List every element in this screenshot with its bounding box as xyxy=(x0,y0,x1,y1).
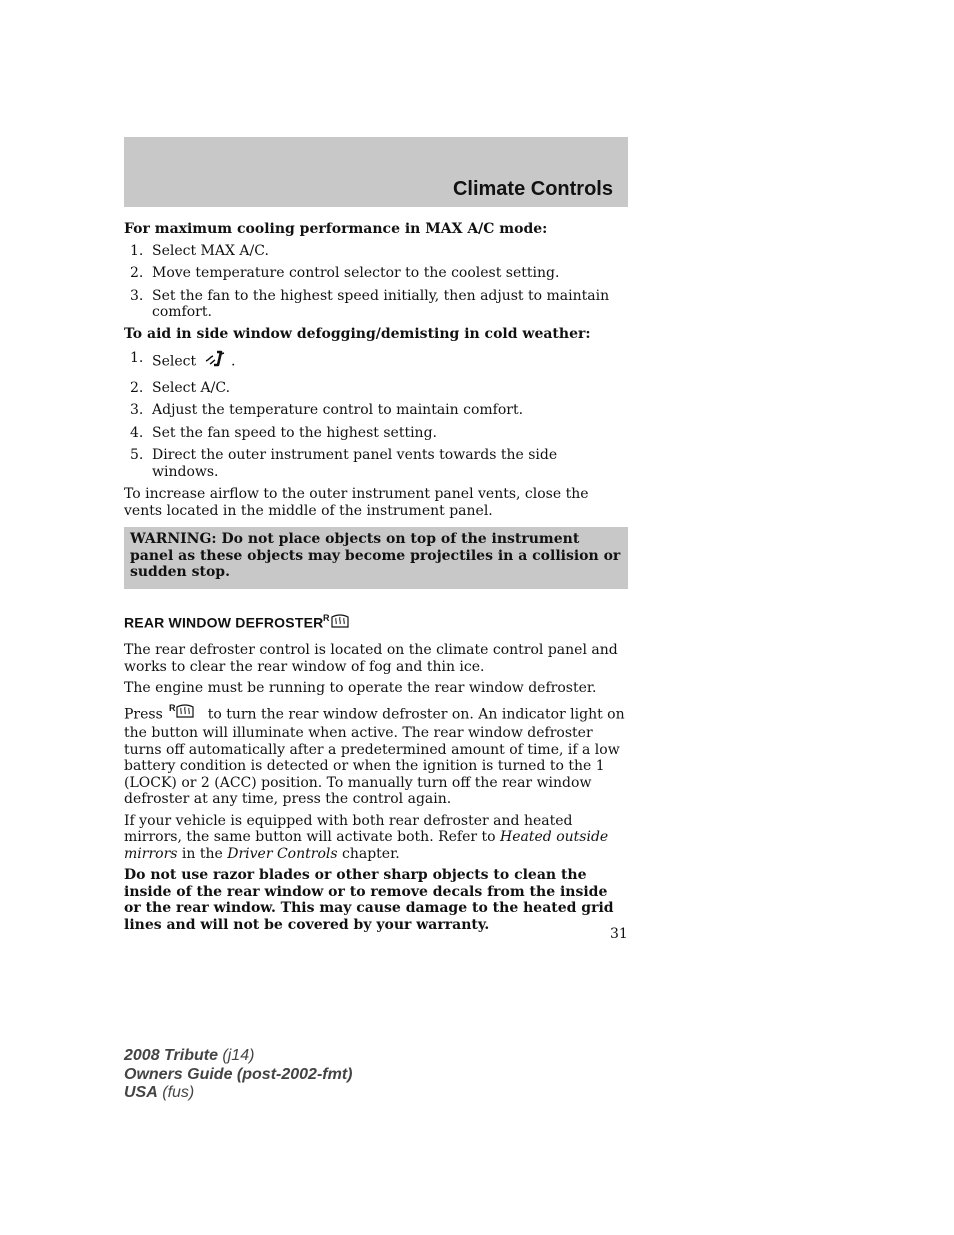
section-title: Climate Controls xyxy=(452,178,613,200)
list-item: 3. Set the fan to the highest speed initially, then adjust to maintain comfort. xyxy=(130,287,610,320)
rear-defroster-p2: The engine must be running to operate the rear window defroster. xyxy=(124,680,597,696)
footer-line-3: USA (fus) xyxy=(124,1084,195,1101)
list-item: 2. Select A/C. xyxy=(130,379,231,396)
list-item: 1. Select . xyxy=(124,350,628,373)
rear-defroster-caution: Do not use razor blades or other sharp objects to clean the inside of the rear window or to remove decals from the inside or the rear window. This may cause damage to the heated grid lines and will not be covered by your warranty. xyxy=(124,867,614,933)
svg-text:R: R xyxy=(169,702,176,713)
footer-line-1: 2008 Tribute (j14) xyxy=(124,1047,255,1064)
defog-note: To increase airflow to the outer instrument panel vents, close the vents located in the middle of the instrument panel. xyxy=(124,486,589,519)
max-ac-heading: For maximum cooling performance in MAX A/C mode: xyxy=(124,221,548,237)
footer-line-2: Owners Guide (post-2002-fmt) xyxy=(124,1065,353,1083)
svg-text:R: R xyxy=(323,612,331,623)
list-item: 2. Move temperature control selector to the coolest setting. xyxy=(130,265,560,281)
max-ac-steps xyxy=(124,243,628,321)
warning-box xyxy=(124,527,628,589)
list-item: 5. Direct the outer instrument panel vents towards the side windows. xyxy=(130,447,558,480)
defog-steps xyxy=(124,350,628,480)
rear-defrost-icon xyxy=(167,703,203,726)
rear-defroster-p3: Press R to turn the rear window defroster on. An indicator light on the button will illuminate when active. The rear window defroster turns off automatically after a predetermined amount of time, if a low battery condition is detected or when the ignition is turned to the 1 (LOCK) or 2 (ACC) position. To manually turn off the rear window defroster at any time, press the control again. xyxy=(124,702,625,807)
list-item: 1. Select MAX A/C. xyxy=(130,242,269,259)
page-number: 31 xyxy=(610,926,628,942)
rear-defroster-p4: If your vehicle is equipped with both rear defroster and heated mirrors, the same button will activate both. Refer to Heated outside mirrors in the Driver Controls chapter. xyxy=(124,812,609,862)
warning-text: WARNING: Do not place objects on top of the instrument panel as these objects may become projectiles in a collision or sudden stop. xyxy=(130,531,621,580)
floor-defrost-icon xyxy=(201,350,227,373)
rear-defroster-p1: The rear defroster control is located on the climate control panel and works to clear the rear window of fog and thin ice. xyxy=(124,642,618,675)
section-header xyxy=(124,137,628,207)
rear-defrost-icon xyxy=(323,613,353,635)
defog-heading: To aid in side window defogging/demisting in cold weather: xyxy=(124,325,591,342)
footer xyxy=(124,1047,352,1103)
list-item: 3. Adjust the temperature control to maintain comfort. xyxy=(130,402,524,418)
page-content xyxy=(124,221,628,938)
list-item: 4. Set the fan speed to the highest setting. xyxy=(130,424,437,441)
rear-defroster-title: REAR WINDOW DEFROSTER R xyxy=(124,613,628,635)
